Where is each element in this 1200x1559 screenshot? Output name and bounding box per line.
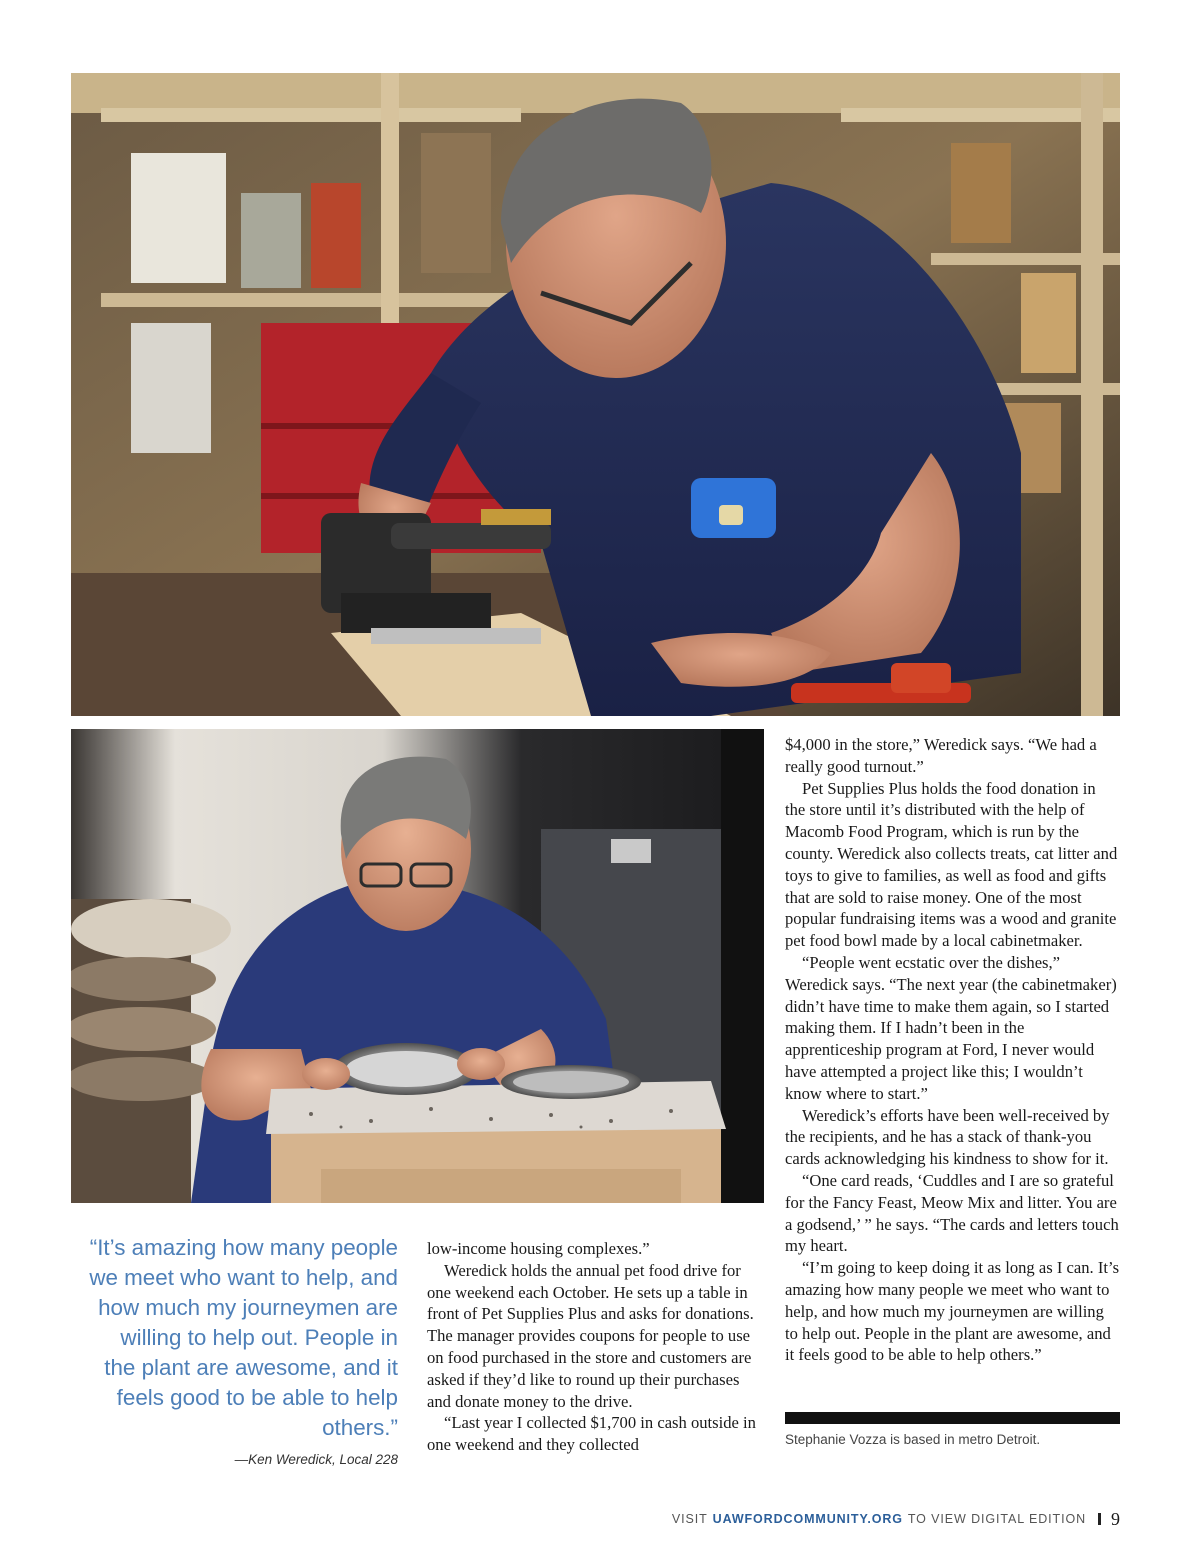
paragraph: “People went ecstatic over the dishes,” Weredick says. “The next year (the cabinetmaker) didn’t have time to make them again, so I started making them. If I hadn’t been in the apprenticeship program at Ford, I never would have attempted a project like this; I wouldn’t know where to start.” (785, 952, 1117, 1103)
bio-divider (785, 1412, 1120, 1424)
page-footer (672, 1508, 1120, 1530)
pet-bowl-stand-illustration (71, 729, 764, 1203)
workshop-photo (71, 73, 1120, 716)
footer-prefix: VISIT (671, 1512, 708, 1526)
quote-attribution: —Ken Weredick, Local 228 (234, 1452, 398, 1467)
paragraph: low-income housing complexes.” (427, 1239, 650, 1258)
paragraph: Weredick holds the annual pet food drive for one weekend each October. He sets up a table in front of Pet Supplies Plus and asks for donations. The manager provides coupons for people to use on food purchased in the store and customers are asked if they’d like to round up their purchases and donate money to the drive. (427, 1260, 754, 1411)
footer-separator (1098, 1513, 1101, 1525)
pet-bowl-stand-photo (71, 729, 764, 1203)
article-column-right (785, 734, 1120, 1366)
paragraph: Weredick’s efforts have been well-received by the recipients, and he has a stack of thank-you cards acknowledging his kindness to show for it. (785, 1105, 1110, 1169)
paragraph: “I’m going to keep doing it as long as I can. It’s amazing how many people we meet who want to help, and how much my journeymen are willing to help out. People in the plant are awesome, and it feels good to be able to help others.” (785, 1258, 1120, 1365)
paragraph: “One card reads, ‘Cuddles and I are so grateful for the Fancy Feast, Meow Mix and litter. You are a godsend,’ ” he says. “The cards and letters touch my heart. (785, 1170, 1119, 1256)
page-number: 9 (1111, 1508, 1120, 1529)
footer-suffix: TO VIEW DIGITAL EDITION (907, 1512, 1086, 1526)
workshop-photo-illustration (71, 73, 1120, 716)
pull-quote: “It’s amazing how many people we meet who want to help, and how much my journeymen are willing to help out. People in the plant are awesome, and it feels good to be able to help others.” (89, 1235, 398, 1440)
author-bio: Stephanie Vozza is based in metro Detroit. (785, 1432, 1041, 1447)
paragraph: Pet Supplies Plus holds the food donation in the store until it’s distributed with the help of Macomb Food Program, which is run by the county. Weredick also collects treats, cat litter and toys to give to families, as well as food and gifts that are sold to raise money. One of the most popular fundraising items was a wood and granite pet food bowl made by a local cabinetmaker. (785, 778, 1118, 951)
paragraph: “Last year I collected $1,700 in cash outside in one weekend and they collected (427, 1413, 756, 1455)
paragraph: $4,000 in the store,” Weredick says. “We had a really good turnout.” (785, 735, 1097, 776)
footer-url-link[interactable]: UAWFORDCOMMUNITY.ORG (712, 1512, 903, 1526)
article-column-middle (427, 1238, 763, 1456)
